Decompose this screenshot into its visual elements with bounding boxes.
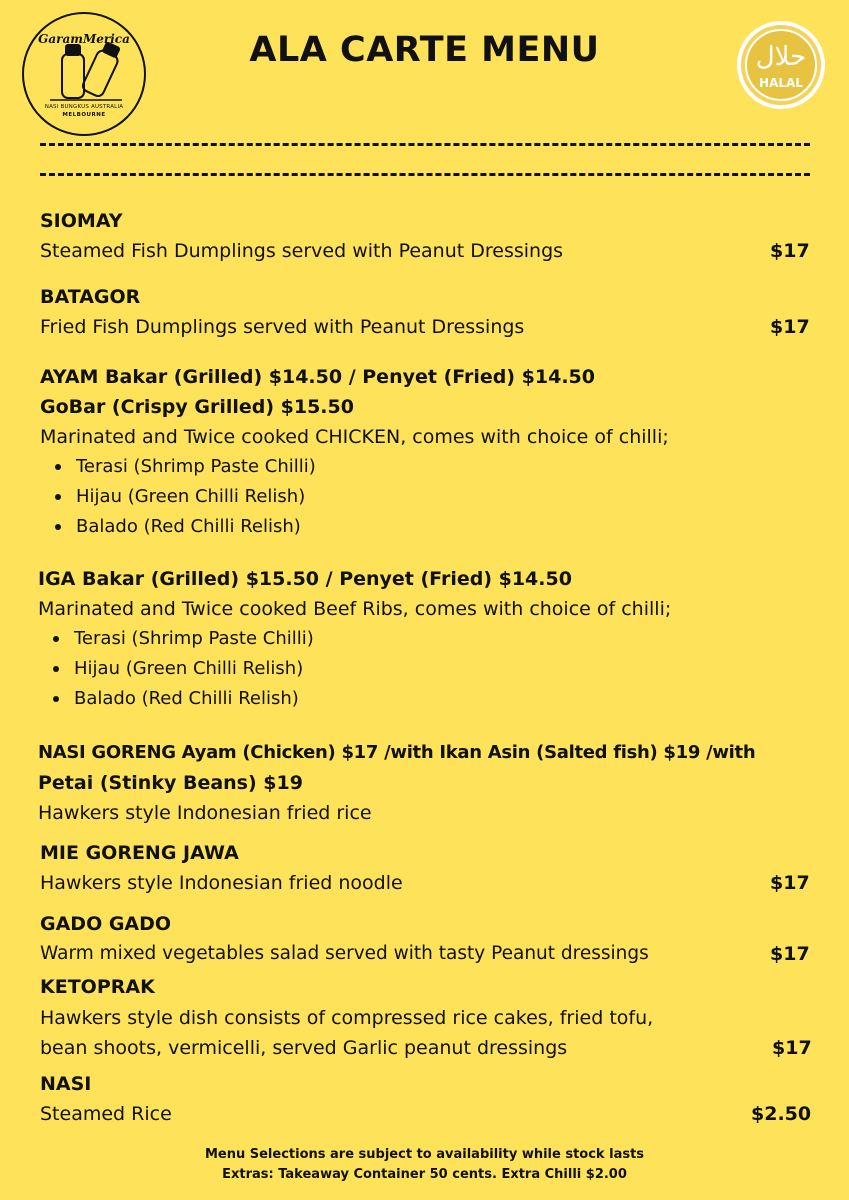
divider-top: [40, 143, 810, 146]
logo-city: MELBOURNE: [62, 112, 106, 118]
halal-label: HALAL: [759, 76, 803, 90]
item-price-siomay: $17: [770, 240, 810, 262]
item-desc-nasi: Steamed Rice: [40, 1103, 172, 1125]
item-name-batagor: BATAGOR: [40, 286, 141, 308]
item-desc-siomay: Steamed Fish Dumplings served with Peanut Dressings: [40, 240, 564, 262]
item-desc-ketoprak-cont: bean shoots, vermicelli, served Garlic peanut dressings: [40, 1037, 568, 1059]
item-price-ketoprak: $17: [772, 1037, 812, 1059]
item-name-nasi-goreng: NASI GORENG Ayam (Chicken) $17 /with Ikan Asin (Salted fish) $19 /with: [38, 742, 756, 763]
item-name-siomay: SIOMAY: [40, 210, 123, 232]
item-name-ayam: AYAM Bakar (Grilled) $14.50 / Penyet (Fried) $14.50: [40, 366, 595, 388]
item-desc-nasi-goreng: Hawkers style Indonesian fried rice: [38, 802, 372, 824]
divider-bottom: [40, 173, 810, 176]
footer-availability-note: Menu Selections are subject to availability while stock lasts: [204, 1147, 645, 1162]
chilli-option: Terasi (Shrimp Paste Chilli): [74, 628, 314, 649]
item-desc-batagor: Fried Fish Dumplings served with Peanut Dressings: [40, 316, 525, 338]
item-price-gado-gado: $17: [770, 943, 810, 965]
item-desc-mie-goreng: Hawkers style Indonesian fried noodle: [40, 872, 403, 894]
item-desc-ayam: Marinated and Twice cooked CHICKEN, comes with choice of chilli;: [40, 426, 669, 448]
halal-arabic-text: حلال: [755, 42, 807, 72]
item-name-mie-goreng: MIE GORENG JAWA: [40, 842, 239, 864]
item-name-iga: IGA Bakar (Grilled) $15.50 / Penyet (Fried) $14.50: [38, 568, 572, 590]
chilli-option: Balado (Red Chilli Relish): [76, 516, 301, 537]
item-price-mie-goreng: $17: [770, 872, 810, 894]
item-name-gado-gado: GADO GADO: [40, 913, 172, 935]
item-price-nasi: $2.50: [751, 1103, 812, 1125]
item-price-batagor: $17: [770, 316, 810, 338]
item-desc-ketoprak: Hawkers style dish consists of compressed rice cakes, fried tofu,: [40, 1007, 654, 1029]
chilli-option: Balado (Red Chilli Relish): [74, 688, 299, 709]
logo-brand-name: GaramMerica: [38, 32, 130, 46]
logo-tagline: NASI BUNGKUS AUSTRALIA: [44, 104, 124, 110]
page-title: ALA CARTE MENU: [249, 30, 600, 70]
footer-extras-note: Extras: Takeaway Container 50 cents. Extra Chilli $2.00: [222, 1167, 627, 1182]
item-desc-iga: Marinated and Twice cooked Beef Ribs, comes with choice of chilli;: [38, 598, 672, 620]
chilli-option: Hijau (Green Chilli Relish): [74, 658, 304, 679]
halal-badge: [730, 20, 832, 110]
chilli-option: Terasi (Shrimp Paste Chilli): [76, 456, 316, 477]
chilli-option: Hijau (Green Chilli Relish): [76, 486, 306, 507]
item-name-gobar: GoBar (Crispy Grilled) $15.50: [40, 396, 354, 418]
item-name-nasi-goreng-cont: Petai (Stinky Beans) $19: [38, 772, 303, 794]
item-name-nasi: NASI: [40, 1073, 92, 1095]
item-name-ketoprak: KETOPRAK: [40, 976, 155, 998]
item-desc-gado-gado: Warm mixed vegetables salad served with tasty Peanut dressings: [40, 943, 649, 964]
